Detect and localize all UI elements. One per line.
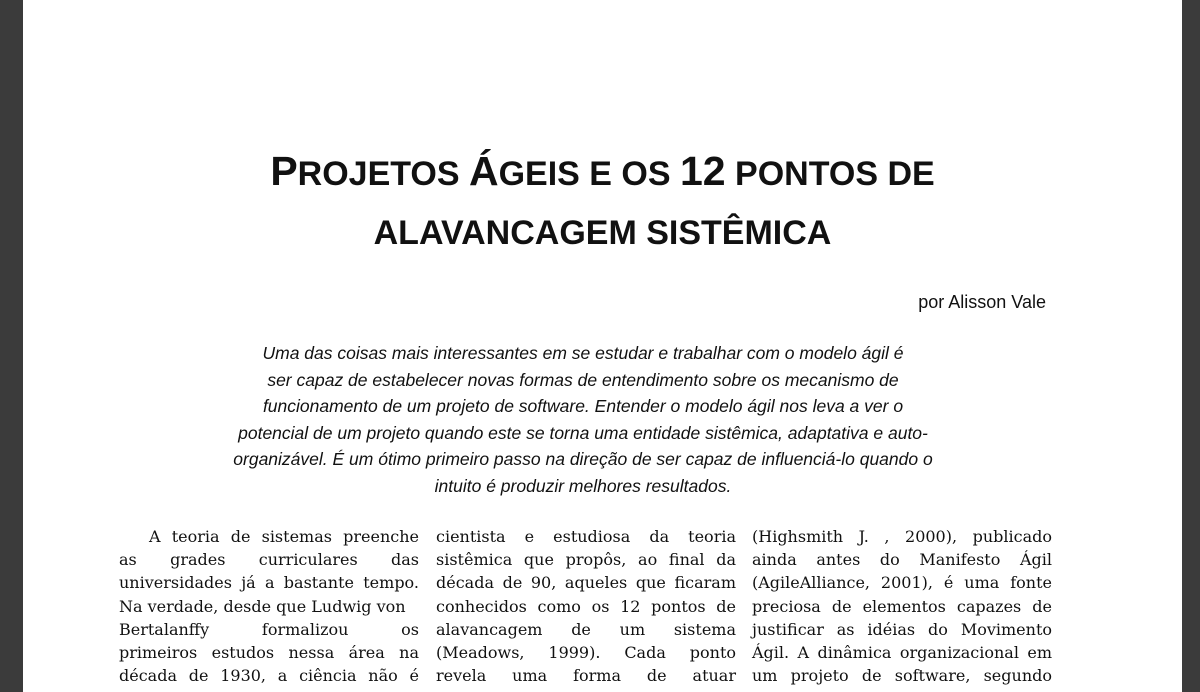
- body-text-line: A teoria de sistemas preenche: [149, 527, 419, 546]
- title-segment: PONTOS DE: [725, 155, 935, 193]
- body-text-line: Bertalanffy formalizou os: [119, 619, 419, 639]
- title-segment: P: [270, 148, 298, 194]
- title-segment: GEIS E OS: [498, 155, 680, 193]
- abstract-line: potencial de um projeto quando este se torna uma entidade sistêmica, adaptativa e auto-: [238, 422, 928, 443]
- body-text-line: preciosa de elementos capazes de: [752, 596, 1052, 616]
- body-text-line: as grades curriculares das: [119, 550, 419, 570]
- text-column-3: [752, 525, 1052, 687]
- body-text-line: alavancagem de um sistema: [436, 619, 736, 639]
- body-text-line: justificar as idéias do Movimento: [752, 619, 1052, 639]
- body-text-line: um projeto de software, segundo: [752, 666, 1052, 686]
- title-segment: Á: [468, 148, 499, 194]
- body-text-line: cientista e estudiosa da teoria: [436, 527, 736, 546]
- body-text-line: década de 90, aqueles que ficaram: [436, 573, 736, 593]
- article-title-line-2: [23, 214, 1182, 253]
- body-text-line: revela uma forma de atuar: [436, 666, 736, 686]
- abstract-line: Uma das coisas mais interessantes em se estudar e trabalhar com o modelo ágil é: [262, 343, 904, 363]
- body-text-line: (Meadows, 1999). Cada ponto: [436, 643, 736, 663]
- abstract: [123, 340, 1043, 500]
- author-byline: por Alisson Vale: [918, 292, 1046, 312]
- abstract-line: organizável. É um ótimo primeiro passo na direção de ser capaz de influenciá-lo quando o: [233, 449, 933, 470]
- body-text-line: primeiros estudos nessa área na: [119, 643, 419, 663]
- body-text-line: (AgileAlliance, 2001), é uma fonte: [752, 573, 1052, 593]
- body-text-line: ainda antes do Manifesto Ágil: [752, 550, 1052, 570]
- article-title-line-1: [23, 148, 1182, 195]
- title-segment: 12: [679, 148, 726, 194]
- body-text-line: Na verdade, desde que Ludwig von: [119, 596, 406, 616]
- body-text-line: conhecidos como os 12 pontos de: [436, 596, 736, 616]
- title-segment: ROJETOS: [297, 155, 469, 193]
- body-text-line: sistêmica que propôs, ao final da: [436, 550, 736, 570]
- document-page: [23, 0, 1182, 692]
- abstract-line: ser capaz de estabelecer novas formas de entendimento sobre os mecanismo de: [267, 369, 899, 390]
- body-text-line: (Highsmith J. , 2000), publicado: [752, 527, 1052, 546]
- body-text-line: universidades já a bastante tempo.: [119, 573, 419, 593]
- article-title-line-2-text: ALAVANCAGEM SISTÊMICA: [373, 214, 832, 252]
- body-text-line: Ágil. A dinâmica organizacional em: [752, 643, 1052, 663]
- body-text-line: década de 1930, a ciência não é: [119, 666, 419, 686]
- text-column-1: [119, 525, 419, 687]
- text-column-2: [436, 525, 736, 687]
- abstract-line: intuito é produzir melhores resultados.: [434, 475, 732, 496]
- abstract-line: funcionamento de um projeto de software. Entender o modelo ágil nos leva a ver o: [262, 396, 904, 417]
